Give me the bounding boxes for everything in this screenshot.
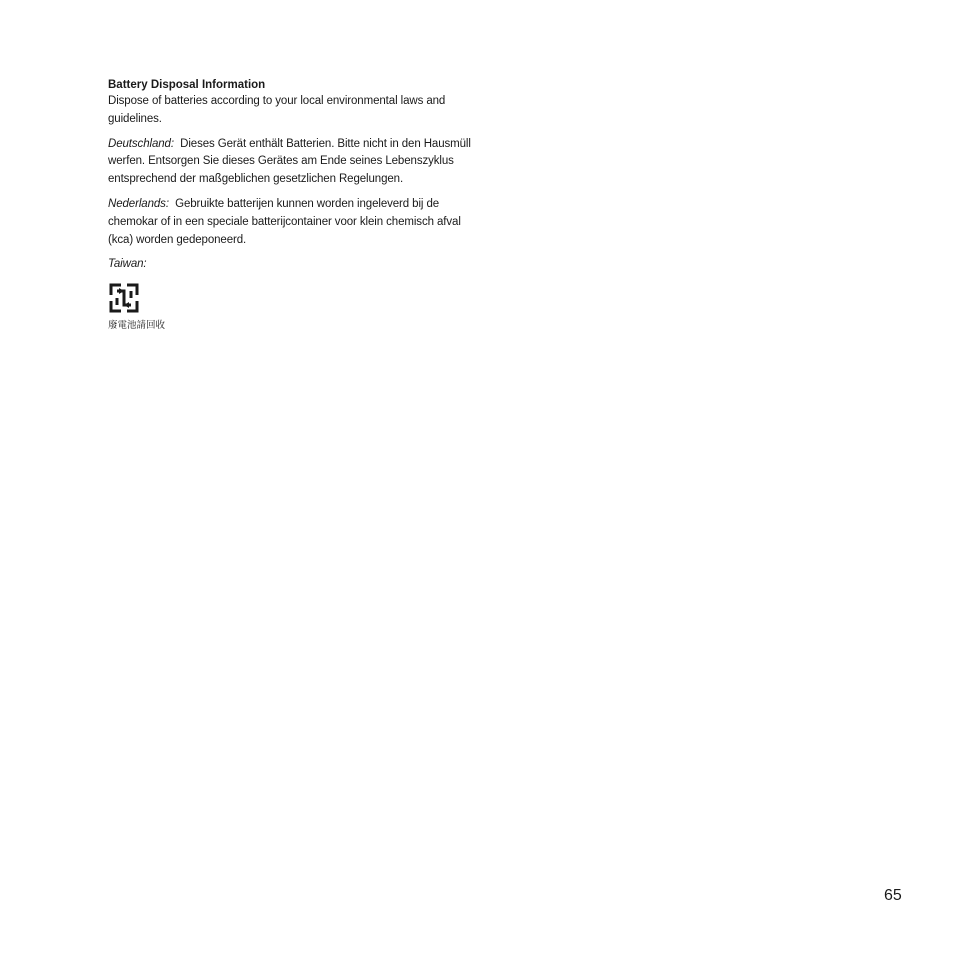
nederlands-label: Nederlands: [108, 197, 169, 210]
taiwan-paragraph [108, 256, 488, 274]
section-heading: Battery Disposal Information [108, 79, 266, 91]
taiwan-label: Taiwan: [108, 258, 147, 271]
nederlands-text: Gebruikte batterijen kunnen worden ingeleverd bij de chemokar of in een speciale batterijcontainer voor klein chemisch afval (kca) worden gedeponeerd. [108, 197, 461, 246]
battery-recycling-icon [108, 282, 140, 314]
deutschland-text: Dieses Gerät enthält Batterien. Bitte nicht in den Hausmüll werfen. Entsorgen Sie dieses Gerätes am Ende seines Lebenszyklus entsprechend der maßgeblichen gesetzlichen Regelungen. [108, 137, 471, 186]
battery-disposal-section [108, 78, 488, 332]
page-number: 65 [884, 887, 902, 904]
logo-caption: 廢電池請回收 [108, 320, 166, 332]
deutschland-paragraph [108, 136, 488, 189]
intro-paragraph: Dispose of batteries according to your local environmental laws and guidelines. [108, 95, 446, 125]
deutschland-label: Deutschland: [108, 137, 174, 150]
nederlands-paragraph [108, 196, 488, 249]
